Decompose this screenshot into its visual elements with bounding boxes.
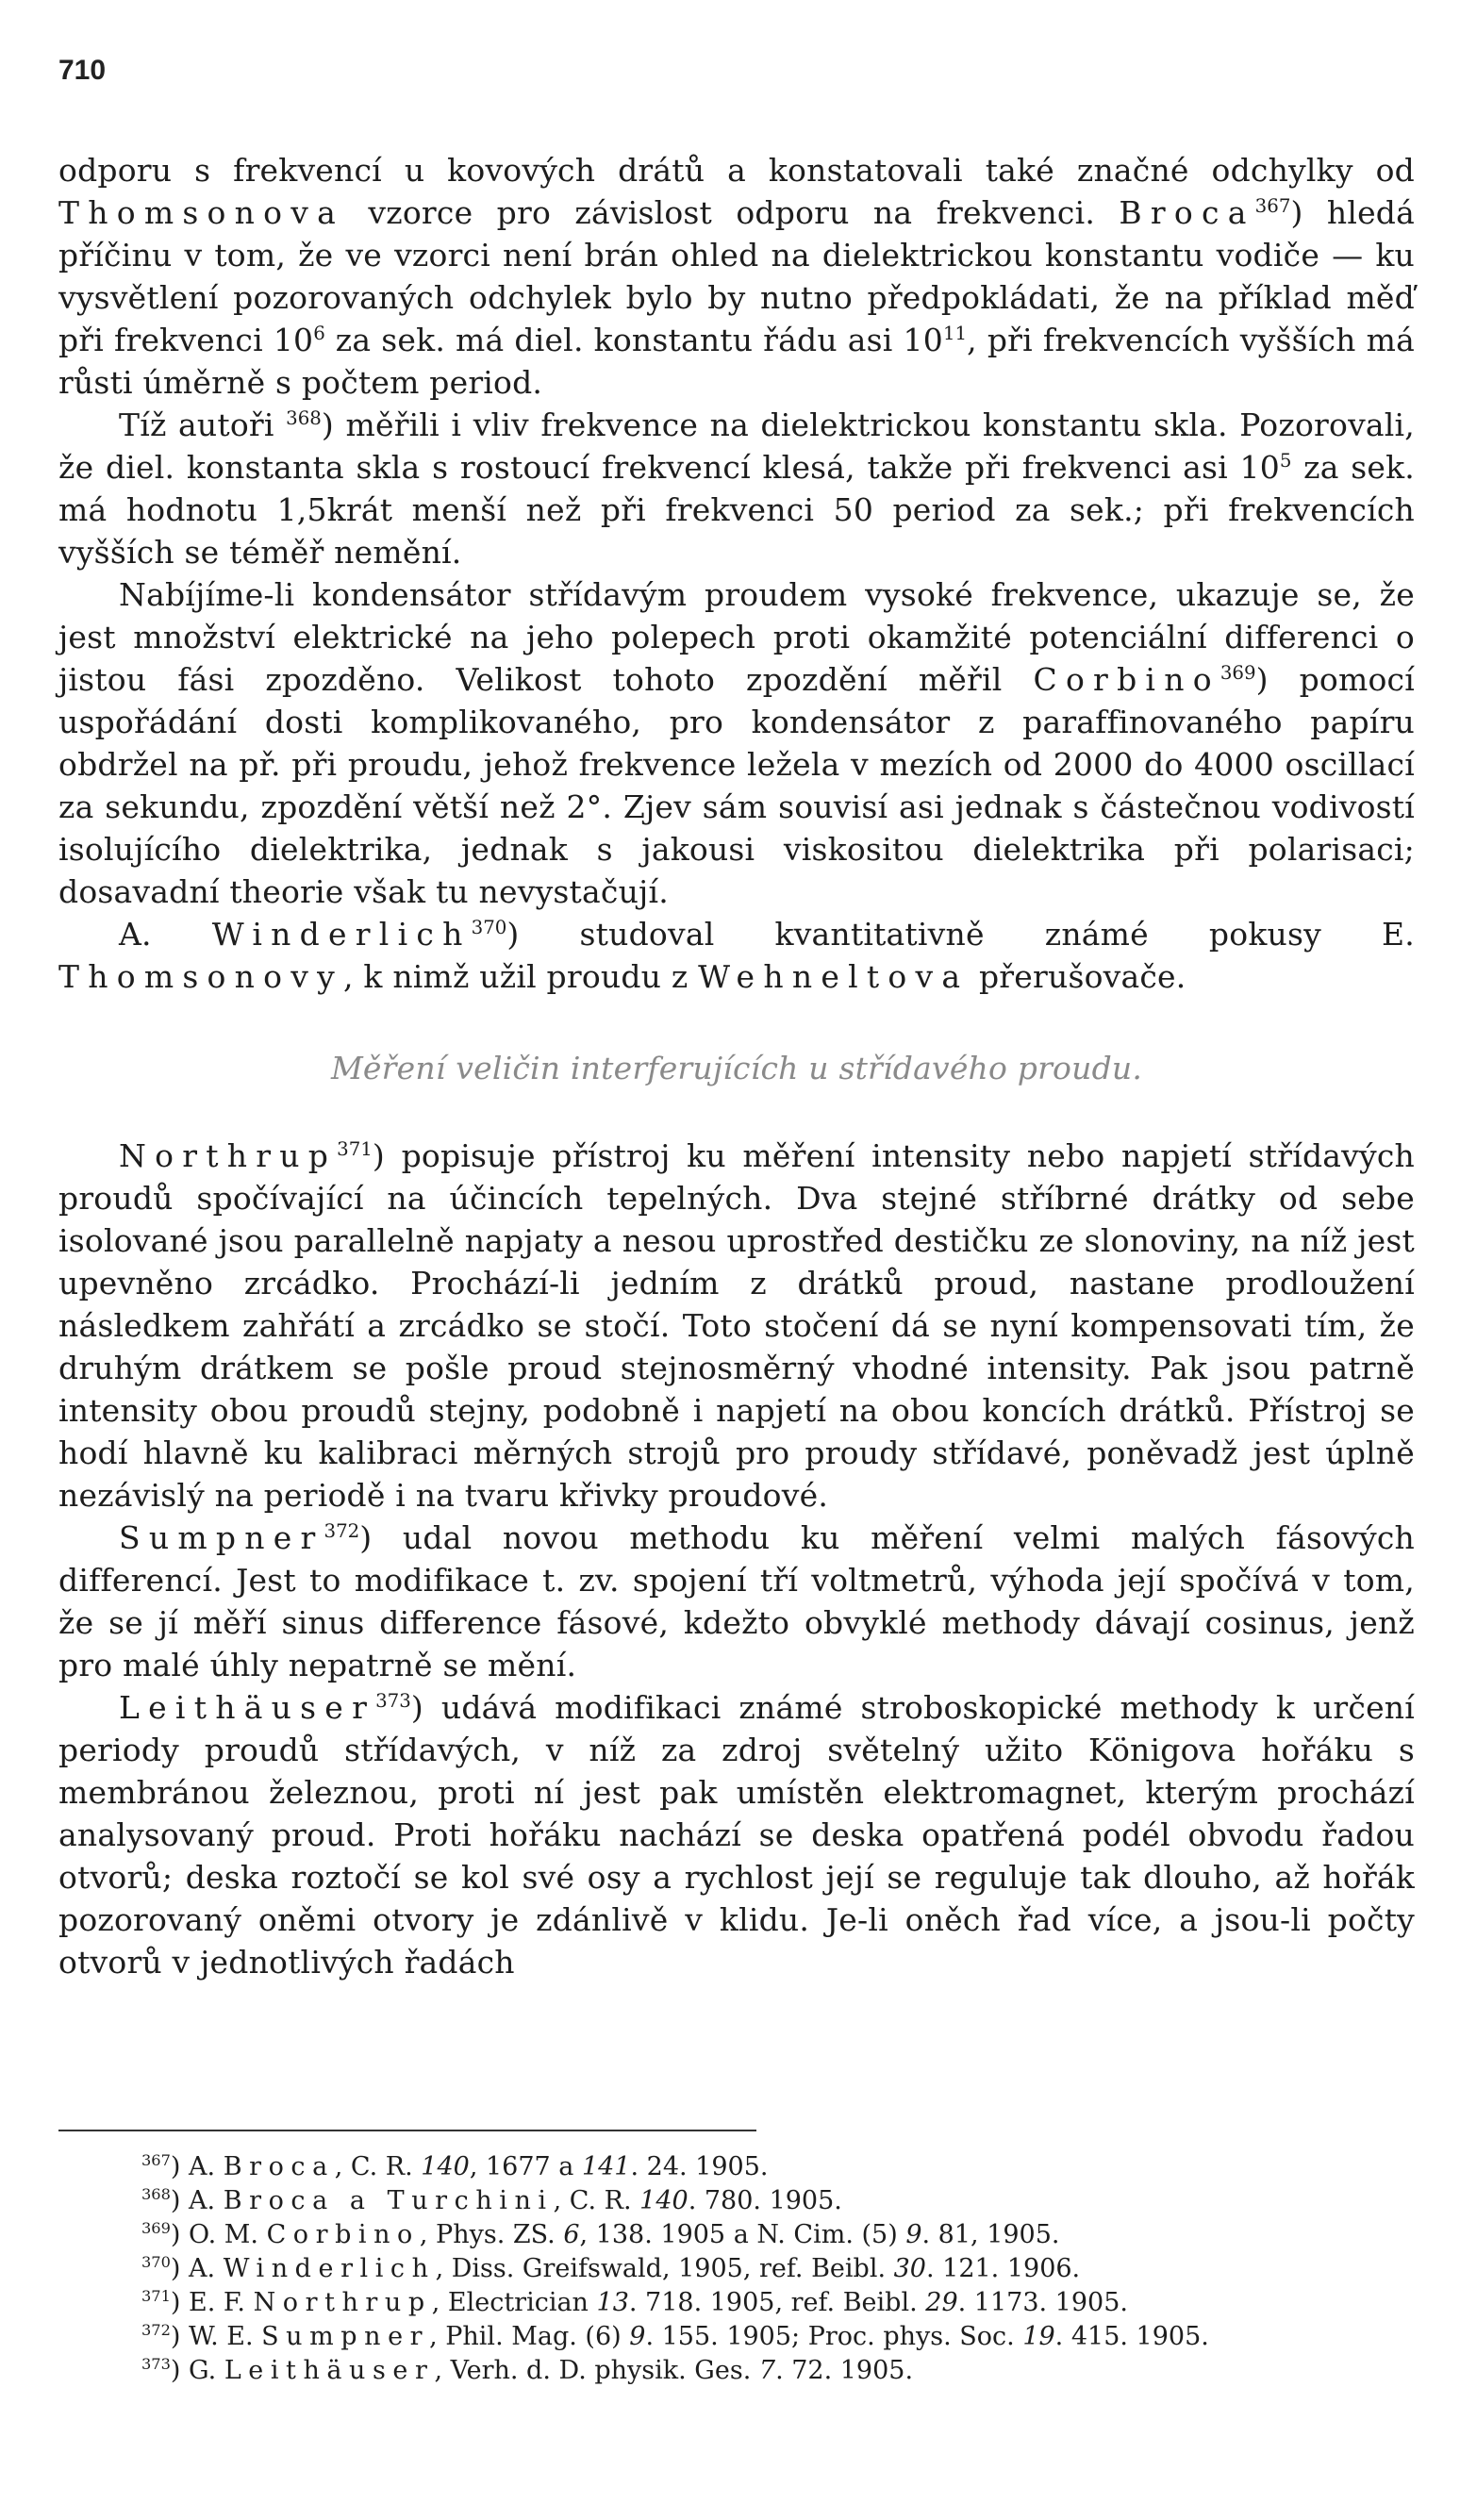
volume-number: 140 [421,2152,470,2181]
footnote-paren: ) [170,2152,190,2181]
text-run: za sek. má hodnotu 1,5krát menší než při frekvenci 50 period za sek.; při frekvencích vyšších se téměř nemění. [58,449,1415,571]
footnote-paren: ) [170,2356,190,2385]
text-run: Nabíjíme-li kondensátor střídavým proudem vysoké frekvence, ukazuje se, že jest množství elektrické na jeho polepech proti okamžité potenciální differenci o jistou fási zpozděno. Velikost tohoto zpozdění měřil [58,576,1415,698]
text-run: , k nimž užil proudu z [343,958,699,995]
footnote-369 [141,2218,1405,2252]
text-run: , C. R. [334,2152,422,2181]
paragraph-group-1 [58,149,1415,998]
footnote-divider [58,2130,756,2131]
text-run: A. [189,2152,224,2181]
footnote-paren: ) [170,2322,190,2351]
text-run: . 121. 1906. [925,2254,1081,2283]
text-run: , 1677 a [469,2152,582,2181]
text-run: , Phil. Mag. (6) [429,2322,630,2351]
text-run: . 72. 1905. [775,2356,914,2385]
paragraph-p1 [58,149,1415,404]
spaced-name: Winderlich [223,2254,436,2283]
footnote-number: 368 [141,2185,171,2203]
footnote-ref: 371 [337,1138,373,1160]
text-run: . 1173. 1905. [957,2288,1128,2317]
footnote-373 [141,2354,1405,2388]
text-run: O. M. [189,2220,267,2249]
page-number: 710 [58,55,107,86]
text-run: ) udává modifikaci známé stroboskopické methody k určení periody proudů střídavých, v níž za zdroj světelný užito Königova hořáku s membránou železnou, proti ní jest pak umístěn elektromagnet, kterým prochází analysovaný proud. Proti hořáku nachází se deska opatřená podél obvodu řadou otvorů; deska roztočí se kol své osy a rychlost její se reguluje tak dlouho, až hořák pozorovaný oněmi otvory je zdánlivě v klidu. Je-li oněch řad více, a jsou-li počty otvorů v jednotlivých řadách [58,1689,1415,1981]
paragraph-p7 [58,1686,1415,1983]
spaced-name: Thomsonovy [58,958,344,995]
paragraph-p6 [58,1517,1415,1686]
footnote-ref: 5 [1279,450,1292,472]
text-run: přerušovače. [969,958,1186,995]
footnote-number: 370 [141,2253,171,2271]
footnote-ref: 11 [942,323,968,344]
text-run: , Electrician [431,2288,597,2317]
paragraph-p3 [58,573,1415,913]
text-run: , Diss. Greifswald, 1905, ref. Beibl. [435,2254,894,2283]
volume-number: 29 [925,2288,958,2317]
footnote-ref: 370 [471,917,507,938]
volume-number: 6 [563,2220,580,2249]
text-run: ) pomocí uspořádání dosti komplikovaného, pro kondensátor z paraffinovaného papíru obdržel na př. při proudu, jehož frekvence ležela v mezích od 2000 do 4000 oscillací za sekundu, zpozdění větší než 2°. Zjev sám souvisí asi jednak s částečnou vodivostí isolujícího dielektrika, jednak s jakousi viskositou dielektrika při polarisaci; dosavadní theorie však tu nevystačují. [58,661,1415,910]
footnote-number: 371 [141,2287,171,2305]
spaced-name: Leithäuser [224,2356,435,2385]
footnote-ref: 6 [313,323,325,344]
spaced-name: Corbino [266,2220,420,2249]
text-run: W. E. [189,2322,262,2351]
text-run: , Phys. ZS. [419,2220,564,2249]
text-run: ) hledá příčinu v tom, že ve vzorci není brán ohled na dielektrickou konstantu vodiče — ku vysvětlení pozorovaných odchylek bylo by nutno předpokládati, že na příklad měď při frekvenci 10 [58,194,1415,358]
text-run: A. [189,2254,224,2283]
text-run: , Verh. d. D. physik. Ges. [434,2356,759,2385]
footnote-ref: 367 [1254,195,1291,217]
footnote-371 [141,2286,1405,2320]
paragraph-p4 [58,913,1415,998]
text-run: G. [189,2356,224,2385]
footnote-paren: ) [170,2186,190,2215]
paragraph-p2 [58,404,1415,573]
section-heading: Měření veličin interferujících u střídavého proudu. [330,1050,1143,1086]
text-run: ) udal novou methodu ku měření velmi malých fásových differencí. Jest to modifikace t. zv. spojení tří voltmetrů, výhoda její spočívá v tom, že se jí měří sinus difference fásové, kdežto obvyklé methody dávají cosinus, jenž pro malé úhly nepatrně se mění. [58,1519,1415,1683]
spaced-name: Northrup [253,2288,432,2317]
text-run: , 138. 1905 a N. Cim. (5) [579,2220,906,2249]
text-run: A. [119,916,212,953]
spaced-name: Broca [1119,194,1255,231]
footnote-ref: 369 [1219,662,1256,684]
text-run: ) studoval kvantitativně známé pokusy E. [506,916,1415,953]
volume-number: 9 [629,2322,646,2351]
text-run: ) měřili i vliv frekvence na dielektrickou konstantu skla. Pozorovali, že diel. konstanta skla s rostoucí frekvencí klesá, takže při frekvenci asi 10 [58,406,1415,486]
text-run: . 415. 1905. [1054,2322,1209,2351]
spaced-name: Winderlich [211,916,472,953]
text-run: . 718. 1905, ref. Beibl. [628,2288,926,2317]
text-run: za sek. má diel. konstantu řádu asi 10 [324,322,943,358]
body-text [58,149,1415,1983]
volume-number: 30 [893,2254,926,2283]
footnote-paren: ) [170,2254,190,2283]
text-run: vzorce pro závislost odporu na frekvenci. [344,194,1120,231]
spaced-name: Sumpner [261,2322,430,2351]
spaced-name: Broca [223,2152,335,2181]
volume-number: 13 [596,2288,629,2317]
volume-number: 9 [905,2220,922,2249]
footnote-paren: ) [170,2220,190,2249]
footnote-370 [141,2252,1405,2286]
footnote-ref: 373 [375,1690,411,1712]
footnote-ref: 372 [324,1520,360,1542]
footnote-number: 373 [141,2355,171,2373]
footnote-367 [141,2150,1405,2184]
text-run: ) popisuje přístroj ku měření intensity nebo napjetí střídavých proudů spočívající na účincích tepelných. Dva stejné stříbrné drátky od sebe isolované jsou parallelně napjaty a nesou uprostřed destičku ze slonoviny, na níž jest upevněno zrcádko. Prochází-li jedním z drátků proud, nastane prodloužení následkem zahřátí a zrcádko se stočí. Toto stočení dá se nyní kompensovati tím, že druhým drátkem se pošle proud stejnosměrný vhodné intensity. Pak jsou patrně intensity obou proudů stejny, podobně i napjetí na obou koncích drátků. Přístroj se hodí hlavně ku kalibraci měrných strojů pro proudy střídavé, poněvadž jest úplně nezávislý na periodě i na tvaru křivky proudové. [58,1137,1415,1514]
footnote-number: 372 [141,2321,171,2339]
spaced-name: Sumpner [119,1519,324,1556]
volume-number: 140 [639,2186,689,2215]
footnote-368 [141,2184,1405,2218]
text-run: . 81, 1905. [921,2220,1060,2249]
spaced-name: Northrup [119,1137,338,1174]
text-run: . 155. 1905; Proc. phys. Soc. [645,2322,1023,2351]
paragraph-p5 [58,1135,1415,1517]
paragraph-group-2 [58,1135,1415,1983]
spaced-name: Corbino [1033,661,1220,698]
footnote-paren: ) [170,2288,190,2317]
text-run: odporu s frekvencí u kovových drátů a konstatovali také značné odchylky od [58,152,1415,189]
text-run: E. F. [189,2288,254,2317]
footnote-ref: 368 [286,407,322,429]
text-run: Tíž autoři [119,406,287,443]
text-run: , C. R. [553,2186,640,2215]
volume-number: 19 [1022,2322,1055,2351]
spaced-name: Thomsonova [58,194,345,231]
volume-number: 141 [581,2152,631,2181]
footnote-372 [141,2320,1405,2354]
footnote-number: 369 [141,2219,171,2237]
spaced-name: Wehneltova [698,958,970,995]
text-run: . 24. 1905. [630,2152,769,2181]
spaced-name: Broca a Turchini [223,2186,554,2215]
footnote-number: 367 [141,2151,171,2169]
footnotes [141,2150,1405,2388]
spaced-name: Leithäuser [119,1689,376,1726]
text-run: . 780. 1905. [688,2186,842,2215]
text-run: A. [189,2186,224,2215]
text-run: , při frekvencích vyšších má růsti úměrně s počtem period. [58,322,1415,401]
volume-number: 7 [758,2356,776,2385]
